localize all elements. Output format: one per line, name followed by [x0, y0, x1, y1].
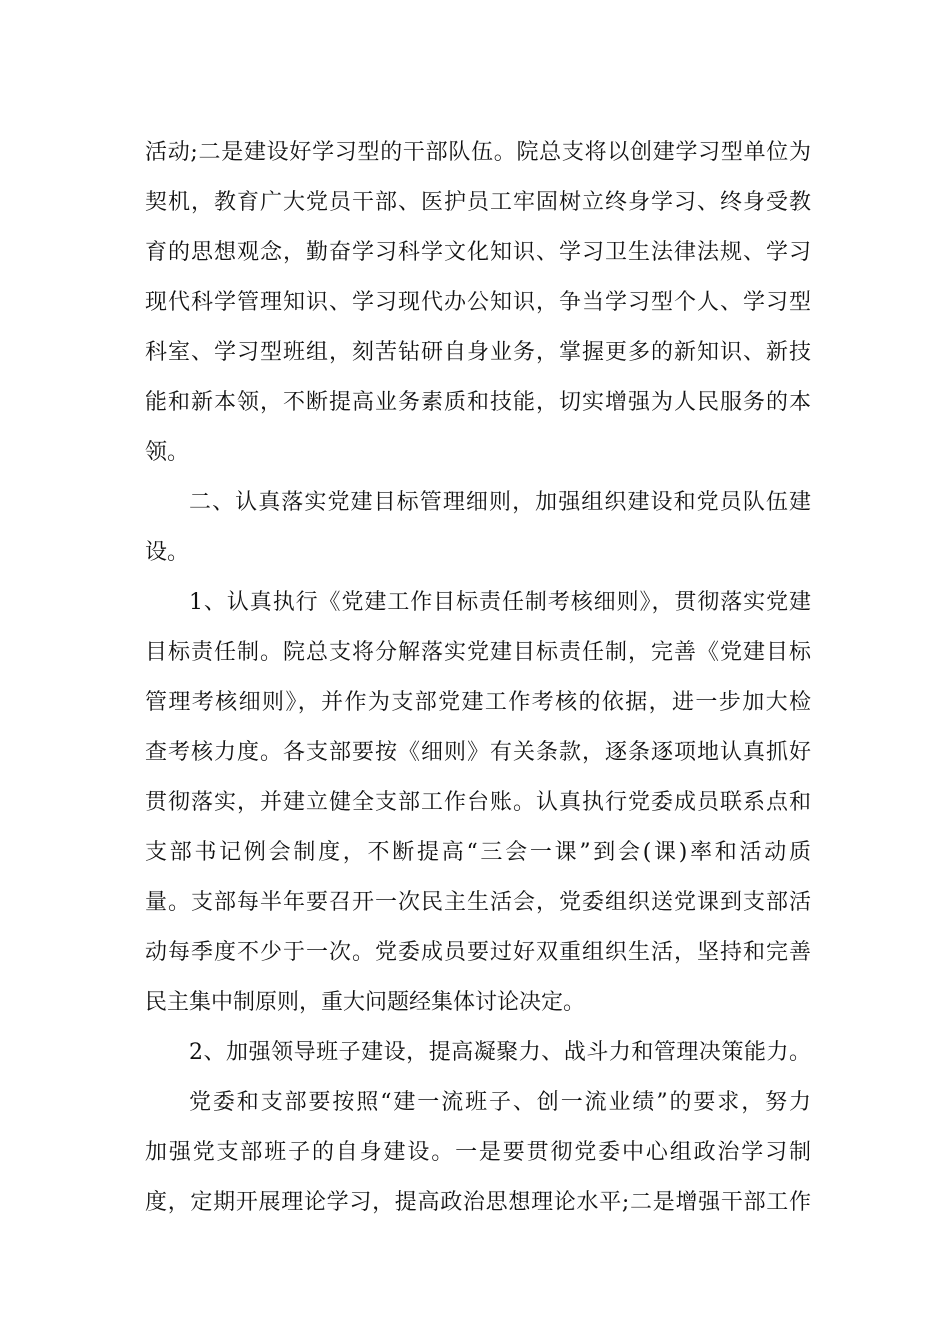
text-line: 目标责任制。院总支将分解落实党建目标责任制，完善《党建目标: [145, 640, 811, 665]
text-line: 领。: [145, 440, 190, 465]
text-line: 查考核力度。各支部要按《细则》有关条款，逐条逐项地认真抓好: [145, 740, 811, 765]
text-line: 民主集中制原则，重大问题经集体讨论决定。: [145, 990, 586, 1015]
text-line: 动每季度不少于一次。党委成员要过好双重组织生活，坚持和完善: [145, 940, 811, 965]
document-body: [145, 128, 811, 1228]
text-line: 量。支部每半年要召开一次民主生活会，党委组织送党课到支部活: [145, 890, 811, 915]
text-line: 1、认真执行《党建工作目标责任制考核细则》，贯彻落实党建: [189, 590, 811, 615]
text-line: 设。: [145, 540, 190, 565]
text-line: 党委和支部要按照“建一流班子、创一流业绩”的要求，努力: [189, 1090, 811, 1115]
text-line: 加强党支部班子的自身建设。一是要贯彻党委中心组政治学习制: [145, 1140, 811, 1165]
text-line: 度，定期开展理论学习，提高政治思想理论水平;二是增强干部工作: [145, 1190, 811, 1215]
text-line: 能和新本领，不断提高业务素质和技能，切实增强为人民服务的本: [145, 390, 811, 415]
text-line: 契机，教育广大党员干部、医护员工牢固树立终身学习、终身受教: [145, 190, 811, 215]
text-line: 管理考核细则》，并作为支部党建工作考核的依据，进一步加大检: [145, 690, 811, 715]
text-line: 育的思想观念，勤奋学习科学文化知识、学习卫生法律法规、学习: [145, 240, 811, 265]
text-line: 科室、学习型班组，刻苦钻研自身业务，掌握更多的新知识、新技: [145, 340, 811, 365]
text-line: 2、加强领导班子建设，提高凝聚力、战斗力和管理决策能力。: [189, 1040, 811, 1065]
text-line: 现代科学管理知识、学习现代办公知识，争当学习型个人、学习型: [145, 290, 811, 315]
text-line: 活动;二是建设好学习型的干部队伍。院总支将以创建学习型单位为: [145, 140, 811, 165]
text-line: 支部书记例会制度，不断提高“三会一课”到会(课)率和活动质: [145, 840, 811, 865]
text-line: 二、认真落实党建目标管理细则，加强组织建设和党员队伍建: [189, 490, 811, 515]
text-line: 贯彻落实，并建立健全支部工作台账。认真执行党委成员联系点和: [145, 790, 811, 815]
